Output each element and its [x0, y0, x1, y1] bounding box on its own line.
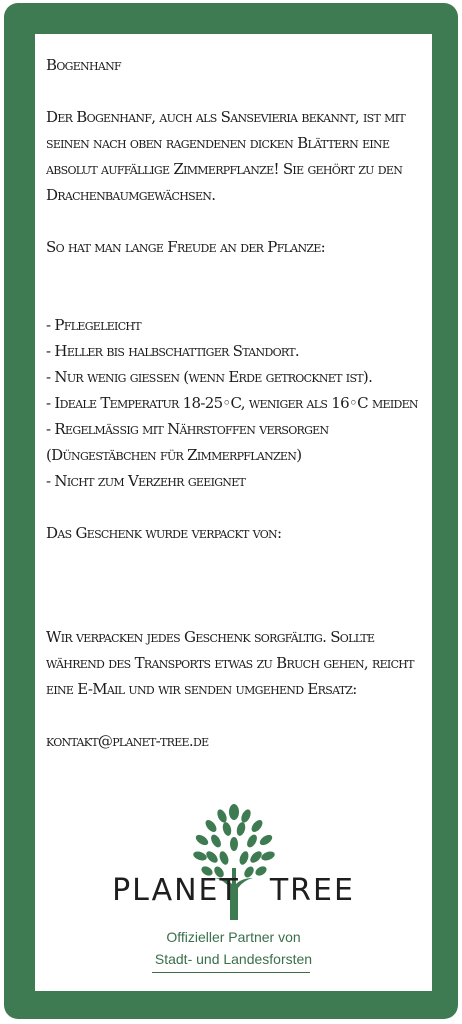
- shipping-note-line: während des Transports etwas zu Bruch gehen, reicht: [46, 654, 414, 672]
- care-item: (Düngestäbchen für Zimmerpflanzen): [46, 446, 302, 464]
- care-heading: So hat man lange Freude an der Pflanze:: [46, 238, 326, 256]
- tagline-line-2: Stadt- und Landesforsten: [154, 951, 313, 967]
- product-title: Bogenhanf: [46, 56, 121, 74]
- intro-line: absolut auffällige Zimmerpflanze! Sie gehört zu den: [46, 160, 403, 178]
- card-frame: [4, 3, 458, 1019]
- contact-email[interactable]: kontakt@planet-tree.de: [46, 732, 209, 750]
- care-item: - Nur wenig gießen (wenn Erde getrocknet ist).: [46, 368, 373, 386]
- tagline-underline: [152, 972, 310, 973]
- brand-right: TREE: [269, 873, 355, 908]
- care-item: - Nicht zum Verzehr geeignet: [46, 472, 246, 490]
- care-item: - Heller bis halbschattiger Standort.: [46, 342, 299, 360]
- shipping-note-line: eine E-Mail und wir senden umgehend Ersatz:: [46, 680, 357, 698]
- content-panel: [35, 34, 432, 991]
- brand-left: PLANET: [112, 873, 240, 908]
- intro-line: Drachenbaumgewächsen.: [46, 186, 216, 204]
- care-item: - Pflegeleicht: [46, 316, 141, 334]
- care-item: - Regelmäßig mit Nährstoffen versorgen: [46, 420, 329, 438]
- tagline-line-1: Offizieller Partner von: [166, 929, 301, 945]
- shipping-note-line: Wir verpacken jedes Geschenk sorgfältig. Sollte: [46, 628, 375, 646]
- brand-wordmark: [35, 874, 432, 908]
- packed-by-label: Das Geschenk wurde verpackt von:: [46, 524, 282, 542]
- intro-line: seinen nach oben ragendenen dicken Blättern eine: [46, 134, 390, 152]
- intro-line: Der Bogenhanf, auch als Sansevieria bekannt, ist mit: [46, 108, 406, 126]
- care-item: - Ideale Temperatur 18-25◦C, weniger als 16◦C meiden: [46, 394, 418, 412]
